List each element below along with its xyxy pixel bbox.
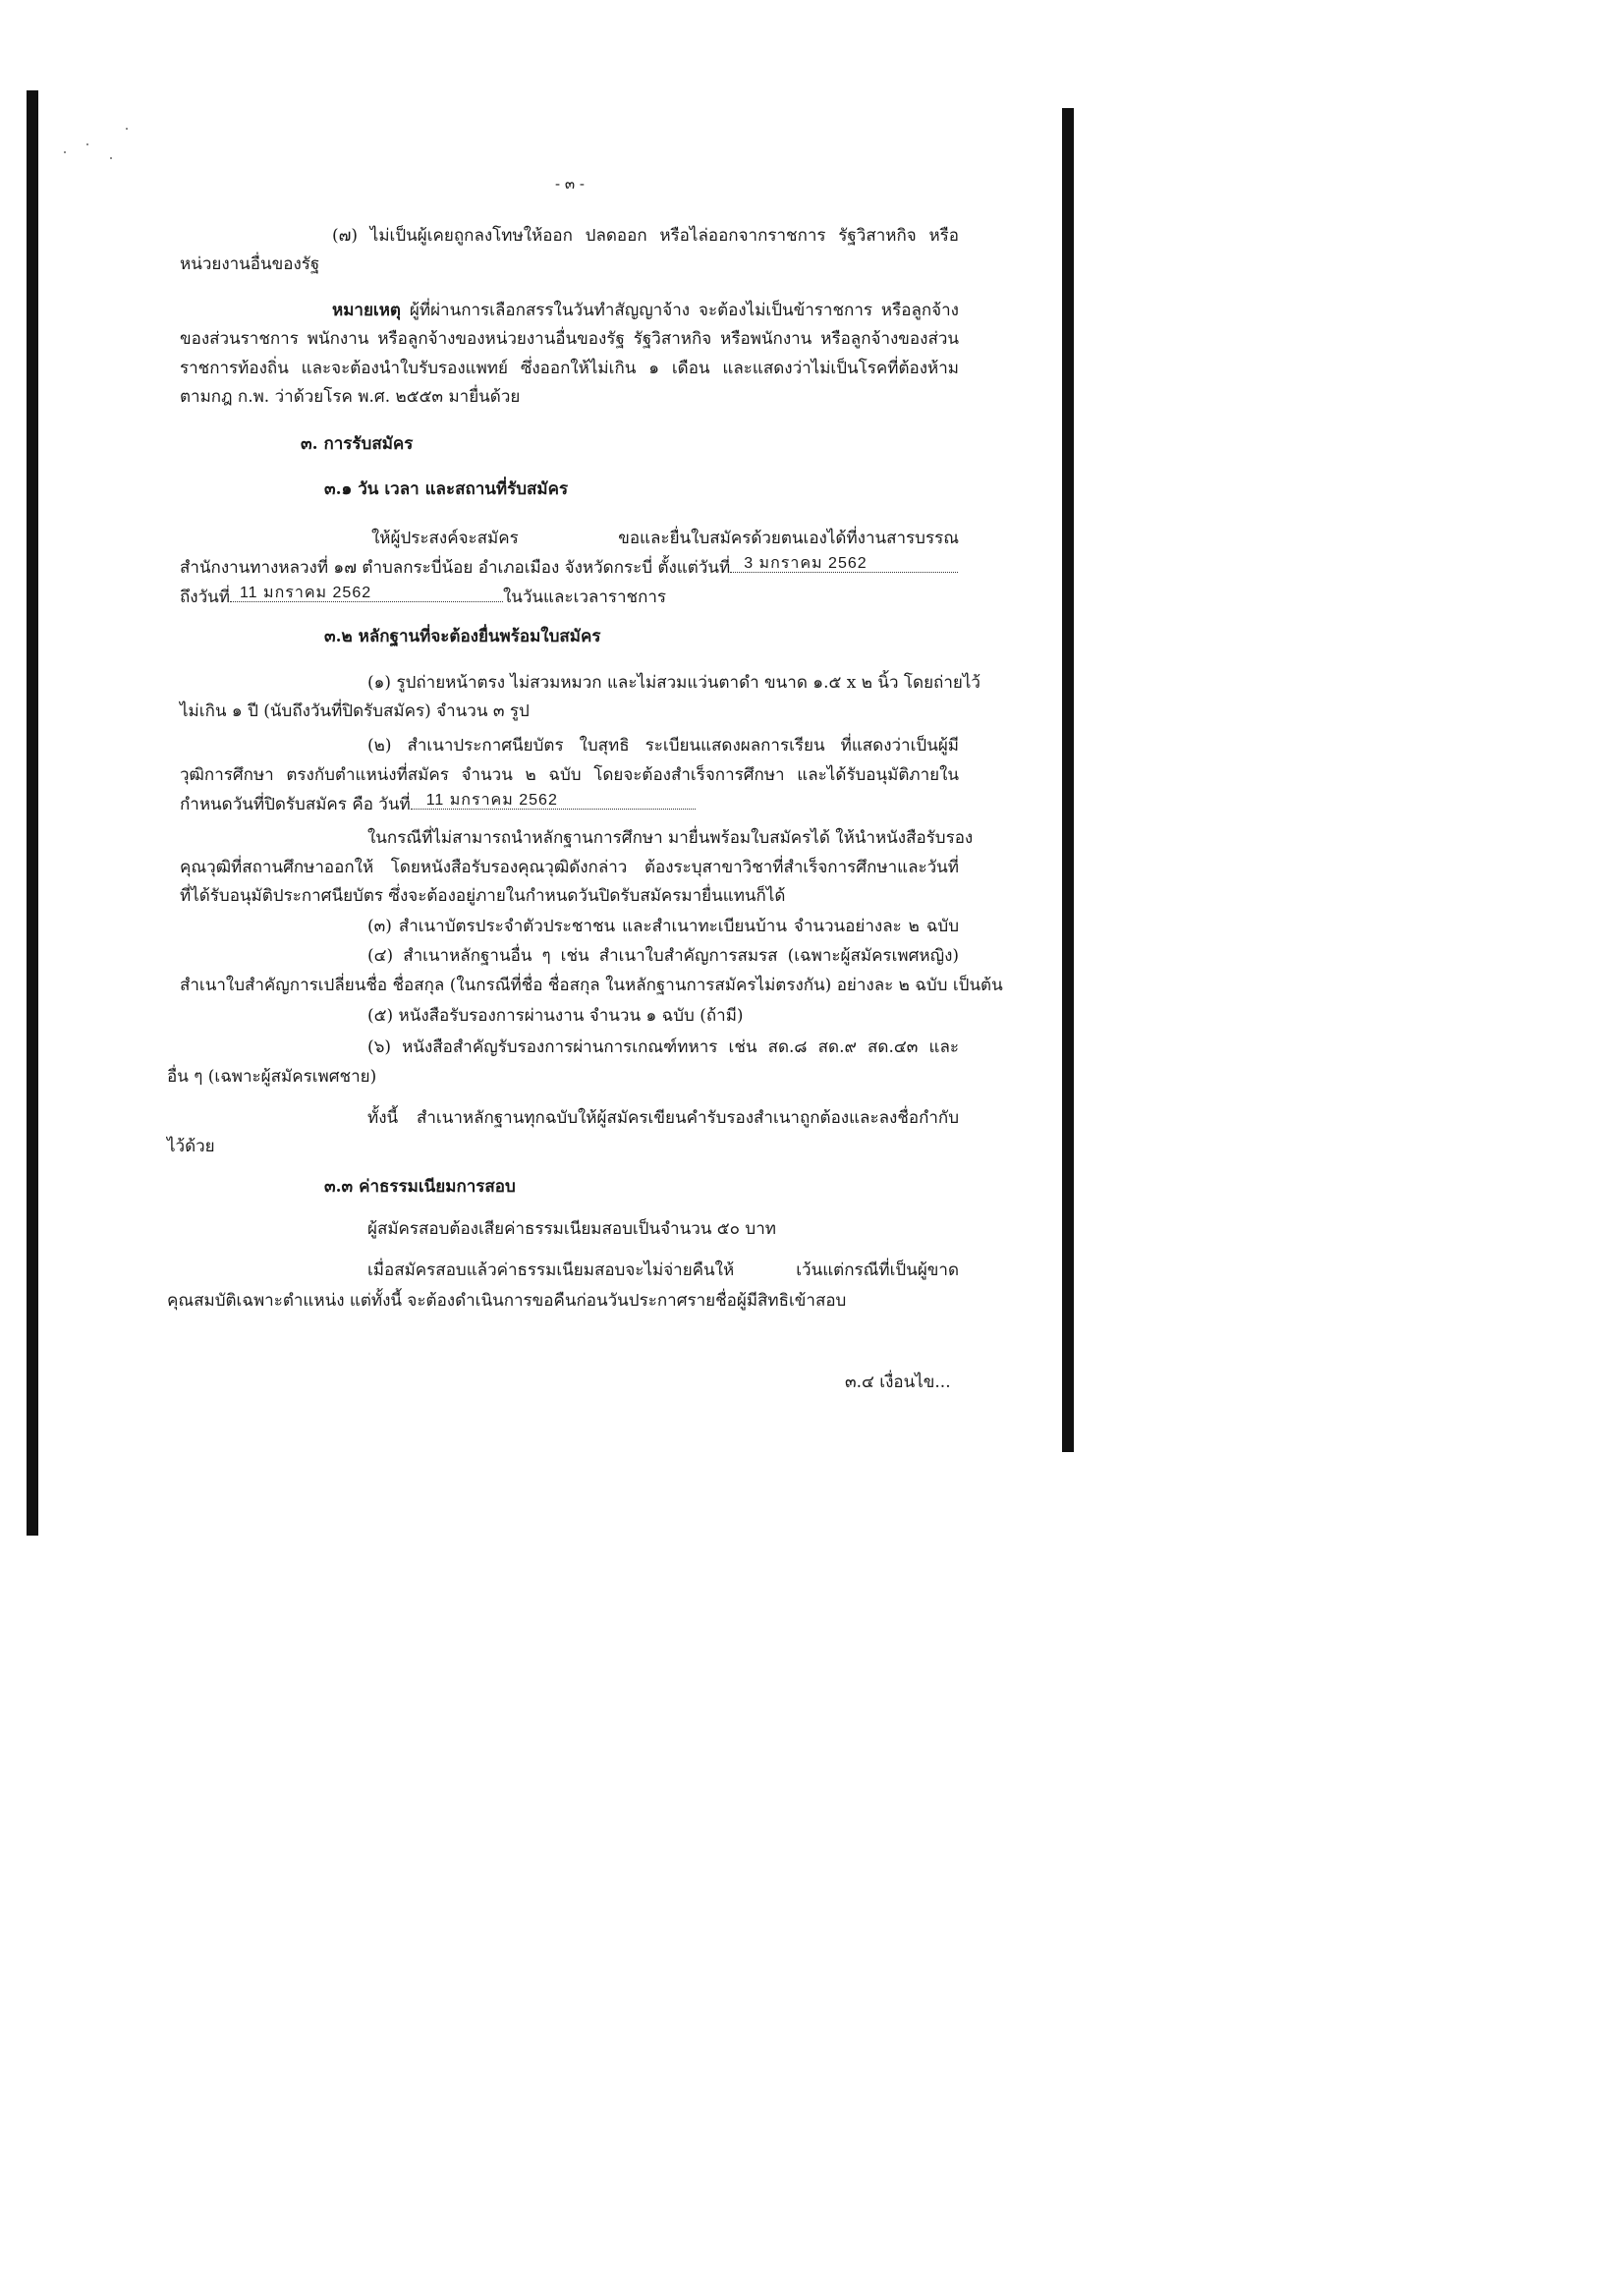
clause-7-line-2: หน่วยงานอื่นของรัฐ (180, 254, 320, 274)
closing-line-2: ไว้ด้วย (167, 1137, 215, 1156)
page-number: - ๓ - (555, 175, 585, 193)
item-1-line-1: (๑) รูปถ่ายหน้าตรง ไม่สวมหมวก และไม่สวมแว่นตาดำ ขนาด ๑.๕ x ๒ นิ้ว โดยถ่ายไว้ (367, 673, 980, 693)
item-4-line-1: (๔) สำเนาหลักฐานอื่น ๆ เช่น สำเนาใบสำคัญการสมรส (เฉพาะผู้สมัครเพศหญิง) (367, 946, 959, 966)
scan-border-left (27, 90, 38, 1536)
section-3-1-line-1: ให้ผู้ประสงค์จะสมัคร ขอและยื่นใบสมัครด้วยตนเองได้ที่งานสารบรรณ (371, 529, 959, 548)
scan-speck (126, 128, 128, 130)
item-6-line-2: อื่น ๆ (เฉพาะผู้สมัครเพศชาย) (167, 1067, 377, 1087)
item-1-line-2: ไม่เกิน ๑ ปี (นับถึงวันที่ปิดรับสมัคร) จำนวน ๓ รูป (180, 701, 530, 721)
closing-line-1: ทั้งนี้ สำเนาหลักฐานทุกฉบับให้ผู้สมัครเขียนคำรับรองสำเนาถูกต้องและลงชื่อกำกับ (367, 1108, 959, 1128)
scan-speck (86, 143, 88, 145)
item-2-date-value: 11 มกราคม 2562 (425, 792, 558, 809)
section-3-2-heading: ๓.๒ หลักฐานที่จะต้องยื่นพร้อมใบสมัคร (324, 627, 601, 646)
note-line-3: ที่ได้รับอนุมัติประกาศนียบัตร ซึ่งจะต้องอยู่ภายในกำหนดวันปิดรับสมัครมายื่นแทนก็ได้ (180, 886, 786, 906)
section-3-1-line-2 (180, 556, 958, 579)
item-2-line-2: วุฒิการศึกษา ตรงกับตำแหน่งที่สมัคร จำนวน ๒ ฉบับ โดยจะต้องสำเร็จการศึกษา และได้รับอนุมัติภายใน (180, 765, 959, 785)
continuation-note: ๓.๔ เงื่อนไข... (845, 1372, 951, 1392)
fee-line-3: คุณสมบัติเฉพาะตำแหน่ง แต่ทั้งนี้ จะต้องดำเนินการขอคืนก่อนวันประกาศรายชื่อผู้มีสิทธิเข้าสอบ (167, 1291, 847, 1311)
item-2-date-field (411, 793, 696, 810)
end-date-field (230, 586, 503, 602)
item-6-line-1: (๖) หนังสือสำคัญรับรองการผ่านการเกณฑ์ทหาร เช่น สด.๘ สด.๙ สด.๔๓ และ (367, 1037, 959, 1057)
clause-7-line-1: (๗) ไม่เป็นผู้เคยถูกลงโทษให้ออก ปลดออก หรือไล่ออกจากราชการ รัฐวิสาหกิจ หรือ (332, 226, 959, 246)
end-date-suffix: ในวันและเวลาราชการ (502, 588, 667, 607)
section-3-1-heading: ๓.๑ วัน เวลา และสถานที่รับสมัคร (324, 479, 569, 499)
fee-line-1: ผู้สมัครสอบต้องเสียค่าธรรมเนียมสอบเป็นจำนวน ๕๐ บาท (367, 1219, 776, 1239)
end-date-value: 11 มกราคม 2562 (239, 585, 372, 601)
remark-line-2: ของส่วนราชการ พนักงาน หรือลูกจ้างของหน่วยงานอื่นของรัฐ รัฐวิสาหกิจ หรือพนักงาน หรือลูกจ้างของส่วน (180, 329, 959, 349)
section-3-3-heading: ๓.๓ ค่าธรรมเนียมการสอบ (324, 1177, 516, 1197)
item-2-date-label: กำหนดวันที่ปิดรับสมัคร คือ วันที่ (180, 795, 411, 814)
section-3-heading: ๓. การรับสมัคร (301, 434, 414, 454)
scan-speck (64, 151, 66, 153)
scan-border-right (1062, 108, 1074, 1452)
start-date-field (730, 556, 958, 573)
section-3-1-line-3 (180, 586, 666, 608)
item-3: (๓) สำเนาบัตรประจำตัวประชาชน และสำเนาทะเบียนบ้าน จำนวนอย่างละ ๒ ฉบับ (367, 917, 959, 936)
note-line-1: ในกรณีที่ไม่สามารถนำหลักฐานการศึกษา มายื่นพร้อมใบสมัครได้ ให้นำหนังสือรับรอง (367, 828, 974, 848)
remark-line-1 (332, 300, 959, 321)
scan-speck (110, 157, 112, 159)
item-4-line-2: สำเนาใบสำคัญการเปลี่ยนชื่อ ชื่อสกุล (ในกรณีที่ชื่อ ชื่อสกุล ในหลักฐานการสมัครไม่ตรงกัน) อย่างละ ๒ ฉบับ เป็นต้น (180, 976, 1003, 995)
item-2-line-1: (๒) สำเนาประกาศนียบัตร ใบสุทธิ ระเบียนแสดงผลการเรียน ที่แสดงว่าเป็นผู้มี (367, 736, 959, 756)
start-date-value: 3 มกราคม 2562 (744, 555, 868, 572)
item-5: (๕) หนังสือรับรองการผ่านงาน จำนวน ๑ ฉบับ (ถ้ามี) (367, 1006, 744, 1026)
note-line-2: คุณวุฒิที่สถานศึกษาออกให้ โดยหนังสือรับรองคุณวุฒิดังกล่าว ต้องระบุสาขาวิชาที่สำเร็จการศึกษาและวันที่ (180, 858, 959, 877)
item-2-line-3 (180, 793, 696, 815)
remark-line-3: ราชการท้องถิ่น และจะต้องนำใบรับรองแพทย์ ซึ่งออกให้ไม่เกิน ๑ เดือน และแสดงว่าไม่เป็นโรคที่ต้องห้าม (180, 359, 959, 378)
fee-line-2: เมื่อสมัครสอบแล้วค่าธรรมเนียมสอบจะไม่จ่ายคืนให้ เว้นแต่กรณีที่เป็นผู้ขาด (367, 1260, 959, 1280)
remark-text: ผู้ที่ผ่านการเลือกสรรในวันทำสัญญาจ้าง จะต้องไม่เป็นข้าราชการ หรือลูกจ้าง (400, 301, 959, 320)
remark-line-4: ตามกฎ ก.พ. ว่าด้วยโรค พ.ศ. ๒๕๕๓ มายื่นด้วย (180, 387, 521, 407)
start-date-label: สำนักงานทางหลวงที่ ๑๗ ตำบลกระบี่น้อย อำเภอเมือง จังหวัดกระบี่ ตั้งแต่วันที่ (180, 558, 731, 578)
remark-label: หมายเหตุ (332, 301, 401, 320)
end-date-label: ถึงวันที่ (180, 588, 230, 607)
